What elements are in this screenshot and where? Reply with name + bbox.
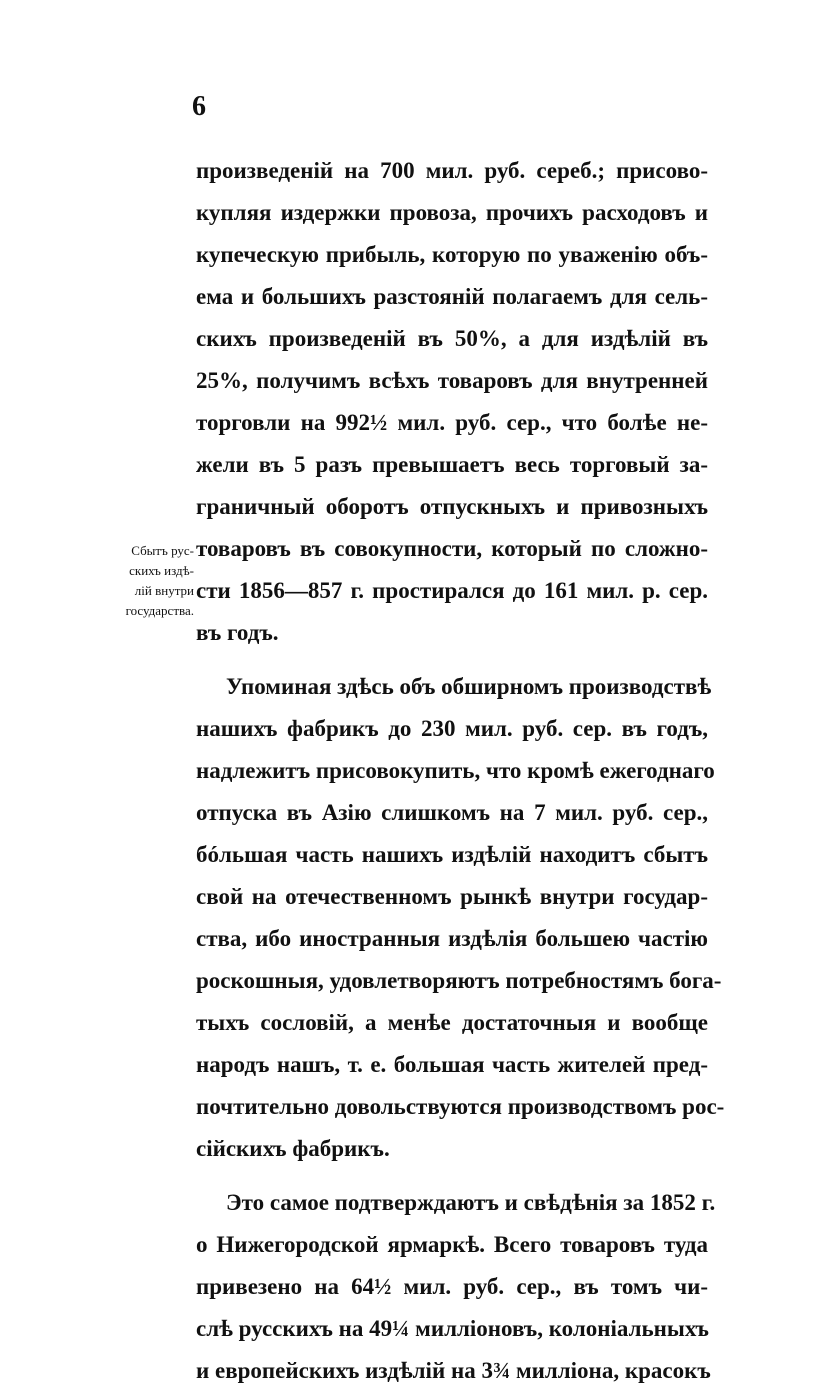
text-line: слѣ русскихъ на 49¼ милліоновъ, колоніальныхъ (196, 1316, 709, 1341)
text-line: ства, ибо иностранныя издѣлія большею частію (196, 926, 708, 951)
paragraph (196, 666, 725, 1170)
paragraph-gap (196, 654, 708, 666)
text-line: 25%, получимъ всѣхъ товаровъ для внутренней (196, 368, 708, 393)
margin-note-line: Сбытъ рус- (131, 543, 194, 558)
text-column (196, 150, 725, 1392)
text-line: свой на отечественномъ рынкѣ внутри государ- (196, 884, 708, 909)
margin-note (96, 541, 194, 621)
text-line: тыхъ сословій, а менѣе достаточныя и вообще (196, 1010, 708, 1035)
margin-note-line: скихъ издѣ- (129, 563, 194, 578)
text-line: Это самое подтверждаютъ и свѣдѣнія за 1852 г. (226, 1190, 716, 1215)
text-line: и европейскихъ издѣлій на 3¾ милліона, красокъ (196, 1358, 711, 1383)
text-line: отпуска въ Азію слишкомъ на 7 мил. руб. сер., (196, 800, 708, 825)
text-line: о Нижегородской ярмаркѣ. Всего товаровъ туда (196, 1232, 708, 1257)
text-line: ема и большихъ разстояній полагаемъ для сель- (196, 284, 708, 309)
paragraph-gap (196, 1170, 708, 1182)
paragraph (196, 1182, 716, 1392)
text-line: купеческую прибыль, которую по уваженію объ- (196, 242, 708, 267)
text-line: привезено на 64½ мил. руб. сер., въ томъ чи- (196, 1274, 708, 1299)
margin-note-line: лій внутри (134, 583, 194, 598)
text-line: народъ нашъ, т. е. большая часть жителей пред- (196, 1052, 708, 1077)
text-line: жели въ 5 разъ превышаетъ весь торговый за- (196, 452, 708, 477)
paragraph (196, 150, 708, 654)
page-number: 6 (192, 91, 206, 122)
text-line: нашихъ фабрикъ до 230 мил. руб. сер. въ годъ, (196, 716, 708, 741)
text-line: скихъ произведеній въ 50%, а для издѣлій въ (196, 326, 708, 351)
text-line: торговли на 992½ мил. руб. сер., что болѣе не- (196, 410, 708, 435)
text-line: надлежитъ присовокупить, что кромѣ ежегоднаго (196, 758, 715, 783)
text-line: купляя издержки провоза, прочихъ расходовъ и (196, 200, 708, 225)
text-line: сійскихъ фабрикъ. (196, 1136, 390, 1161)
text-line: бóльшая часть нашихъ издѣлій находитъ сбытъ (196, 842, 708, 867)
text-line: почтительно довольствуются производствомъ рос- (196, 1094, 725, 1119)
text-line: граничный оборотъ отпускныхъ и привозныхъ (196, 494, 708, 519)
text-line: роскошныя, удовлетворяютъ потребностямъ бога- (196, 968, 722, 993)
text-line: въ годъ. (196, 620, 279, 645)
margin-note-line: государства. (125, 603, 194, 618)
text-line: товаровъ въ совокупности, который по сложно- (196, 536, 708, 561)
text-line: сти 1856—857 г. простирался до 161 мил. р. сер. (196, 578, 708, 603)
text-line: Упоминая здѣсь объ обширномъ производствѣ (226, 674, 712, 699)
text-line: произведеній на 700 мил. руб. сереб.; присово- (196, 158, 708, 183)
